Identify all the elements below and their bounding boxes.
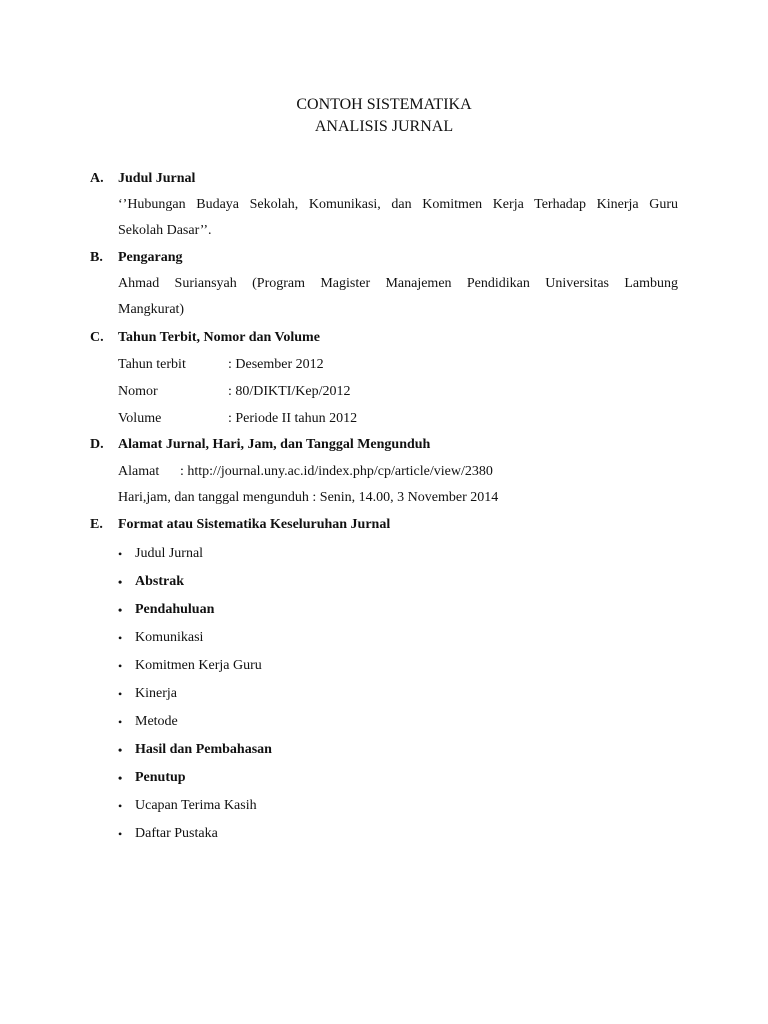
list-item [118, 624, 678, 652]
address-row [90, 458, 678, 485]
section-a [90, 166, 678, 244]
list-item-label: Komitmen Kerja Guru [135, 658, 262, 673]
bullet-icon: • [118, 743, 123, 757]
list-item-label: Penutup [135, 770, 186, 785]
bullet-icon: • [118, 547, 123, 561]
bullet-icon: • [118, 827, 123, 841]
row-value: : Periode II tahun 2012 [228, 411, 358, 426]
list-item [118, 680, 678, 708]
bullet-icon: • [118, 715, 123, 729]
section-title: Tahun Terbit, Nomor dan Volume [118, 330, 320, 345]
document-title [0, 94, 768, 138]
list-item [118, 708, 678, 736]
list-item [118, 792, 678, 820]
list-item-label: Daftar Pustaka [135, 826, 218, 841]
address-label: Alamat [118, 464, 160, 479]
list-item-label: Hasil dan Pembahasan [135, 742, 272, 757]
address-value: : http://journal.uny.ac.id/index.php/cp/article/view/2380 [180, 464, 493, 479]
bullet-icon: • [118, 575, 123, 589]
section-e-heading [90, 512, 678, 538]
section-b-heading [90, 245, 678, 271]
section-letter: C. [90, 330, 104, 345]
journal-title-line-2: Sekolah Dasar’’. [118, 223, 212, 238]
bullet-icon: • [118, 771, 123, 785]
publication-row [90, 378, 678, 405]
list-item-label: Abstrak [135, 574, 185, 589]
list-item [118, 652, 678, 680]
bullet-icon: • [118, 631, 123, 645]
publication-row [90, 351, 678, 378]
section-title: Format atau Sistematika Keseluruhan Jurnal [118, 517, 391, 532]
list-item [118, 736, 678, 764]
list-item-label: Kinerja [135, 686, 177, 701]
section-d [90, 432, 678, 511]
section-a-heading [90, 166, 678, 192]
list-item [118, 540, 678, 568]
list-item-label: Pendahuluan [135, 602, 215, 617]
publication-row [90, 405, 678, 432]
list-item-label: Ucapan Terima Kasih [135, 798, 257, 813]
format-list [90, 540, 678, 848]
row-key: Nomor [118, 384, 158, 399]
title-line-1: CONTOH SISTEMATIKA [296, 96, 472, 113]
bullet-icon: • [118, 687, 123, 701]
section-c-heading [90, 325, 678, 351]
section-letter: D. [90, 437, 104, 452]
list-item [118, 596, 678, 624]
section-title: Judul Jurnal [118, 171, 196, 186]
section-title: Alamat Jurnal, Hari, Jam, dan Tanggal Mengunduh [118, 437, 431, 452]
section-e [90, 512, 678, 848]
section-d-heading [90, 432, 678, 458]
section-letter: B. [90, 250, 103, 265]
section-letter: E. [90, 517, 103, 532]
list-item [118, 820, 678, 848]
bullet-icon: • [118, 799, 123, 813]
author-line-1: Ahmad Suriansyah (Program Magister Manajemen Pendidikan Universitas Lambung [118, 276, 678, 291]
row-value: : 80/DIKTI/Kep/2012 [228, 384, 351, 399]
row-key: Tahun terbit [118, 357, 186, 372]
journal-title-line-1: ‘’Hubungan Budaya Sekolah, Komunikasi, dan Komitmen Kerja Terhadap Kinerja Guru [118, 197, 678, 212]
title-line-2: ANALISIS JURNAL [314, 118, 454, 135]
row-key: Volume [118, 411, 162, 426]
bullet-icon: • [118, 603, 123, 617]
section-c [90, 325, 678, 432]
list-item-label: Komunikasi [135, 630, 204, 645]
list-item [118, 568, 678, 596]
download-info: Hari,jam, dan tanggal mengunduh : Senin, 14.00, 3 November 2014 [118, 490, 499, 505]
section-title: Pengarang [118, 250, 183, 265]
bullet-icon: • [118, 659, 123, 673]
section-letter: A. [90, 171, 104, 186]
section-b [90, 245, 678, 323]
row-value: : Desember 2012 [228, 357, 324, 372]
author-line-2: Mangkurat) [118, 302, 185, 317]
list-item-label: Judul Jurnal [135, 546, 204, 561]
list-item-label: Metode [135, 714, 178, 729]
list-item [118, 764, 678, 792]
